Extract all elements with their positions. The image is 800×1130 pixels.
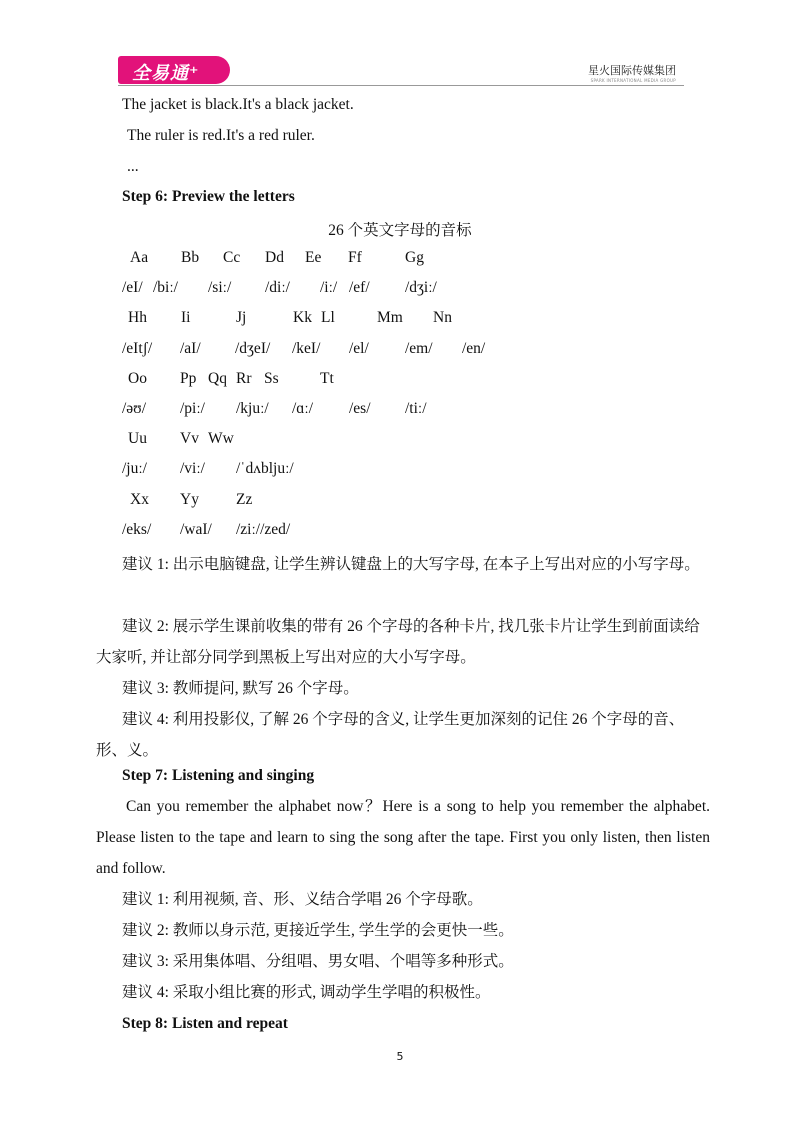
sound-jj: /dʒeI/ <box>235 340 271 357</box>
letter-nn: Nn <box>433 309 452 326</box>
letter-bb: Bb <box>181 249 200 266</box>
letter-ff: Ff <box>348 249 362 266</box>
sound-mm: /em/ <box>405 340 433 357</box>
brand-logo-text: 全易通⁺ <box>132 63 200 84</box>
letter-qq: Qq <box>208 370 227 387</box>
sound-tt: /tiː/ <box>405 400 427 417</box>
sound-ss: /es/ <box>349 400 371 417</box>
sound-rr: /ɑː/ <box>292 400 314 417</box>
letter-cc: Cc <box>223 249 241 266</box>
letter-pp: Pp <box>180 370 197 387</box>
suggestion-a-4: 建议 4: 利用投影仪, 了解 26 个字母的含义, 让学生更加深刻的记住 26 个字母的音、形、义。 <box>96 711 685 759</box>
step-8-heading: Step 8: Listen and repeat <box>122 1015 288 1032</box>
letter-ww: Ww <box>208 430 234 447</box>
sound-bb: /biː/ <box>153 279 178 296</box>
sound-xx: /eks/ <box>122 521 152 538</box>
header-divider <box>118 85 684 86</box>
sound-uu: /juː/ <box>122 460 147 477</box>
sound-ff: /ef/ <box>349 279 370 296</box>
letter-jj: Jj <box>236 309 247 326</box>
publisher-name-en: SPARK INTERNATIONAL MEDIA GROUP <box>590 78 676 83</box>
sound-ww: /ˈdʌbljuː/ <box>236 460 294 477</box>
letter-hh: Hh <box>128 309 147 326</box>
letter-vv: Vv <box>180 430 199 447</box>
sound-oo: /əʊ/ <box>122 400 146 417</box>
publisher-name-cn: 星火国际传媒集团 <box>588 64 676 77</box>
example-line-2: The ruler is red.It's a red ruler. <box>127 127 315 144</box>
letter-ee: Ee <box>305 249 322 266</box>
suggestion-a-2: 建议 2: 展示学生课前收集的带有 26 个字母的各种卡片, 找几张卡片让学生到前面读给大家听, 并让部分同学到黑板上写出对应的大小写字母。 <box>96 618 700 666</box>
suggestion-b-1: 建议 1: 利用视频, 音、形、义结合学唱 26 个字母歌。 <box>122 891 483 908</box>
letter-zz: Zz <box>236 491 253 508</box>
suggestion-b-4: 建议 4: 采取小组比赛的形式, 调动学生学唱的积极性。 <box>122 984 491 1001</box>
sound-dd: /diː/ <box>265 279 290 296</box>
sound-yy: /waI/ <box>180 521 212 538</box>
sound-aa: /eI/ <box>122 279 143 296</box>
sound-gg: /dʒiː/ <box>405 279 437 296</box>
step-6-heading: Step 6: Preview the letters <box>122 188 295 205</box>
letter-ii: Ii <box>181 309 191 326</box>
letter-uu: Uu <box>128 430 147 447</box>
phonetic-table-title: 26 个英文字母的音标 <box>328 222 472 239</box>
letter-tt: Tt <box>320 370 334 387</box>
letter-rr: Rr <box>236 370 252 387</box>
sound-pp: /piː/ <box>180 400 205 417</box>
suggestion-a-1: 建议 1: 出示电脑键盘, 让学生辨认键盘上的大写字母, 在本子上写出对应的小写字母。 <box>122 556 700 573</box>
sound-ee: /iː/ <box>320 279 338 296</box>
sound-vv: /viː/ <box>180 460 205 477</box>
letter-mm: Mm <box>377 309 403 326</box>
letter-aa: Aa <box>130 249 149 266</box>
letter-oo: Oo <box>128 370 147 387</box>
letter-kk: Kk <box>293 309 312 326</box>
example-line-1: The jacket is black.It's a black jacket. <box>122 96 354 113</box>
sound-qq: /kjuː/ <box>236 400 269 417</box>
letter-xx: Xx <box>130 491 149 508</box>
example-ellipsis: ... <box>127 158 139 175</box>
page-number: 5 <box>396 1050 404 1063</box>
step-7-paragraph: Can you remember the alphabet now？Here is a song to help you remember the alphabet. Please listen to the tape and learn to sing the song after the tape. First you only listen, then listen and follow. <box>96 798 710 877</box>
step-7-heading: Step 7: Listening and singing <box>122 767 315 784</box>
suggestion-a-3: 建议 3: 教师提问, 默写 26 个字母。 <box>122 680 359 697</box>
sound-nn: /en/ <box>462 340 486 357</box>
sound-hh: /eItʃ/ <box>122 340 153 357</box>
publisher-name <box>588 62 676 83</box>
sound-zz: /ziː//zed/ <box>236 521 291 538</box>
brand-logo <box>118 56 230 84</box>
letter-yy: Yy <box>180 491 199 508</box>
letter-ll: Ll <box>321 309 335 326</box>
letter-gg: Gg <box>405 249 424 266</box>
letter-dd: Dd <box>265 249 284 266</box>
sound-ll: /el/ <box>349 340 369 357</box>
sound-ii: /aI/ <box>180 340 201 357</box>
page-header <box>118 54 684 86</box>
suggestion-b-2: 建议 2: 教师以身示范, 更接近学生, 学生学的会更快一些。 <box>122 922 514 939</box>
sound-cc: /siː/ <box>208 279 232 296</box>
sound-kk: /keI/ <box>292 340 321 357</box>
letter-ss: Ss <box>264 370 279 387</box>
suggestion-b-3: 建议 3: 采用集体唱、分组唱、男女唱、个唱等多种形式。 <box>122 953 514 970</box>
